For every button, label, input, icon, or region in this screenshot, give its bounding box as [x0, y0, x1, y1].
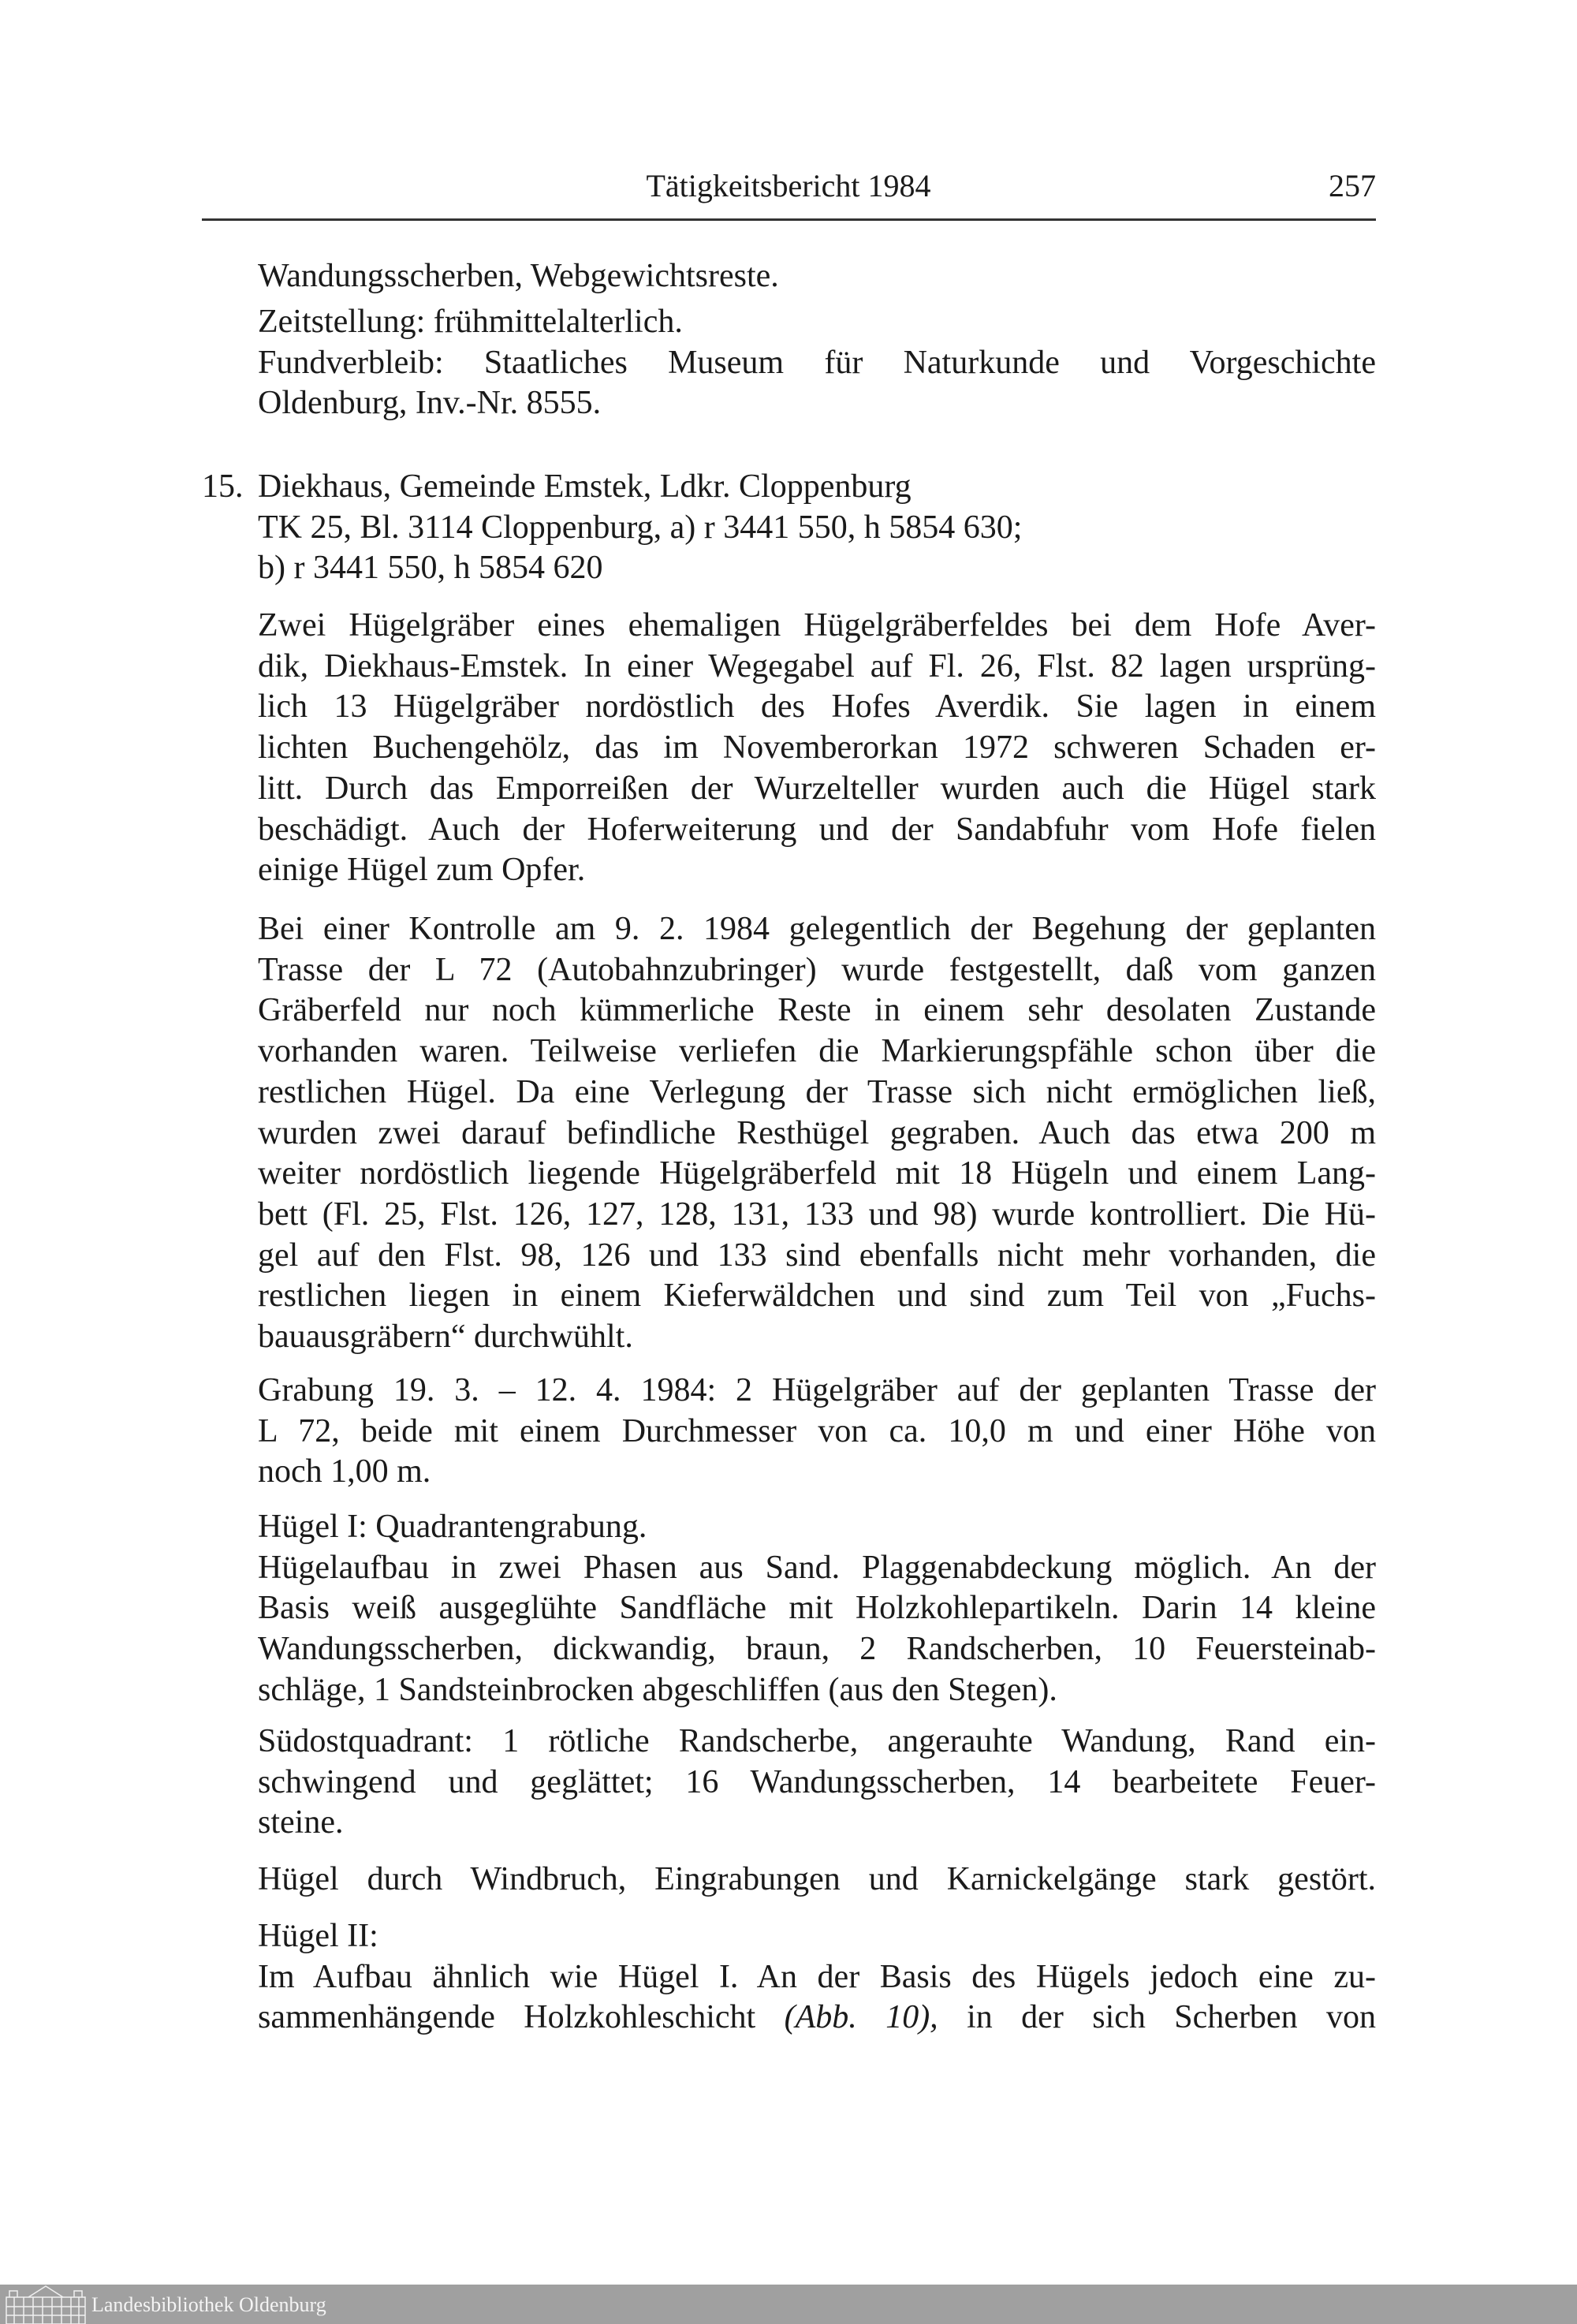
text-line: bett (Fl. 25, Flst. 126, 127, 128, 131, 133 und 98) wurde kontrolliert. Die Hü-: [258, 1196, 1376, 1233]
text-line: Bei einer Kontrolle am 9. 2. 1984 gelegentlich der Begehung der geplanten: [258, 911, 1376, 947]
text-line: Wandungsscherben, dickwandig, braun, 2 Randscherben, 10 Feuersteinab-: [258, 1631, 1376, 1668]
text-line: b) r 3441 550, h 5854 620: [258, 550, 603, 587]
entry-number: 15.: [202, 468, 244, 505]
text-line: lichten Buchengehölz, das im Novemberorkan 1972 schweren Schaden er-: [258, 729, 1376, 767]
text-line: Gräberfeld nur noch kümmerliche Reste in einem sehr desolaten Zustande: [258, 992, 1376, 1029]
text-segment: sammenhängende Holzkohleschicht: [258, 1999, 785, 2036]
text-line: TK 25, Bl. 3114 Cloppenburg, a) r 3441 550, h 5854 630;: [258, 509, 1023, 546]
text-line: schwingend und geglättet; 16 Wandungsscherben, 14 bearbeitete Feuer-: [258, 1763, 1376, 1800]
text-line: Hügel I: Quadrantengrabung.: [258, 1509, 647, 1545]
text-line: restlichen Hügel. Da eine Verlegung der Trasse sich nicht ermöglichen ließ,: [258, 1073, 1376, 1110]
text-line: beschädigt. Auch der Hoferweiterung und der Sandabfuhr vom Hofe fielen: [258, 811, 1376, 848]
text-line: bauausgräbern“ durchwühlt.: [258, 1319, 633, 1355]
library-building-logo: [5, 2285, 87, 2324]
text-line: Basis weiß ausgeglühte Sandfläche mit Holzkohlepartikeln. Darin 14 kleine: [258, 1590, 1376, 1627]
text-line: wurden zwei darauf befindliche Resthügel gegraben. Auch das etwa 200 m: [258, 1114, 1376, 1151]
text-line: Wandungsscherben, Webgewichtsreste.: [258, 258, 779, 294]
text-line: restlichen liegen in einem Kieferwäldchen und sind zum Teil von „Fuchs-: [258, 1278, 1376, 1315]
text-line: Oldenburg, Inv.-Nr. 8555.: [258, 385, 602, 422]
text-line: Diekhaus, Gemeinde Emstek, Ldkr. Cloppenburg: [258, 468, 912, 505]
text-line: Im Aufbau ähnlich wie Hügel I. An der Basis des Hügels jedoch eine zu-: [258, 1958, 1376, 1995]
text-line: Hügel durch Windbruch, Eingrabungen und Karnickelgänge stark gestört.: [258, 1861, 1376, 1897]
text-line: L 72, beide mit einem Durchmesser von ca. 10,0 m und einer Höhe von: [258, 1412, 1376, 1449]
text-line: Zeitstellung: frühmittelalterlich.: [258, 304, 683, 340]
footer-bar: [0, 2285, 1577, 2324]
text-line: einige Hügel zum Opfer.: [258, 852, 586, 889]
running-title: Tätigkeitsbericht 1984: [646, 168, 931, 203]
library-name: Landesbibliothek Oldenburg: [91, 2293, 326, 2316]
text-line: vorhanden waren. Teilweise verliefen die Markierungspfähle schon über die: [258, 1033, 1376, 1070]
text-line: Trasse der L 72 (Autobahnzubringer) wurde festgestellt, daß vom ganzen: [258, 951, 1376, 988]
text-line: Südostquadrant: 1 rötliche Randscherbe, angerauhte Wandung, Rand ein-: [258, 1723, 1376, 1759]
text-line: Zwei Hügelgräber eines ehemaligen Hügelgräberfeldes bei dem Hofe Aver-: [258, 607, 1376, 643]
header-rule: [202, 218, 1376, 221]
text-line: gel auf den Flst. 98, 126 und 133 sind ebenfalls nicht mehr vorhanden, die: [258, 1237, 1376, 1274]
text-line: litt. Durch das Emporreißen der Wurzelteller wurden auch die Hügel stark: [258, 770, 1376, 807]
text-line: weiter nordöstlich liegende Hügelgräberfeld mit 18 Hügeln und einem Lang-: [258, 1155, 1376, 1192]
text-line: lich 13 Hügelgräber nordöstlich des Hofes Averdik. Sie lagen in einem: [258, 688, 1376, 726]
text-line: noch 1,00 m.: [258, 1453, 431, 1490]
text-line: Fundverbleib: Staatliches Museum für Naturkunde und Vorgeschichte: [258, 344, 1376, 381]
text-line: Hügel II:: [258, 1918, 378, 1954]
text-line: dik, Diekhaus-Emstek. In einer Wegegabel auf Fl. 26, Flst. 82 lagen ursprüng-: [258, 647, 1376, 685]
figure-reference: (Abb. 10),: [784, 1999, 938, 2036]
text-line: steine.: [258, 1804, 344, 1841]
text-line: Grabung 19. 3. – 12. 4. 1984: 2 Hügelgräber auf der geplanten Trasse der: [258, 1372, 1376, 1408]
text-line: [258, 1997, 1376, 2038]
text-line: Hügelaufbau in zwei Phasen aus Sand. Plaggenabdeckung möglich. An der: [258, 1549, 1376, 1586]
text-line: schläge, 1 Sandsteinbrocken abgeschliffen (aus den Stegen).: [258, 1671, 1057, 1708]
page-number: 257: [1329, 168, 1376, 203]
text-segment: in der sich Scherben von: [938, 1999, 1376, 2036]
